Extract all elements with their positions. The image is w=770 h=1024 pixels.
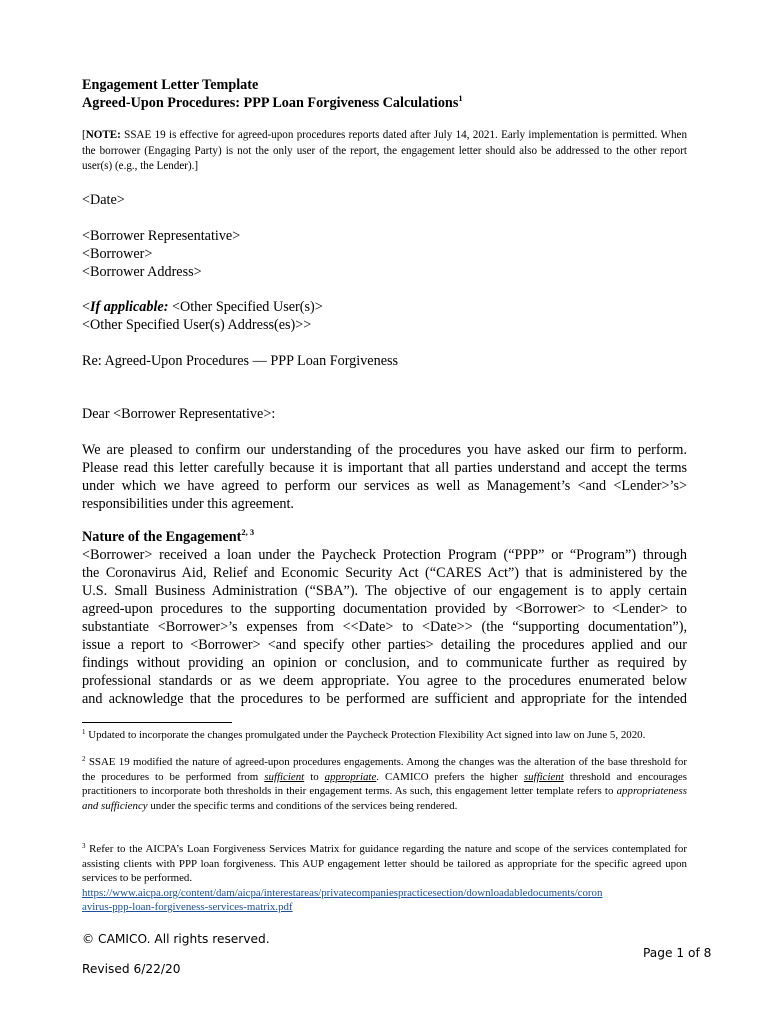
footnote-2-number: 2: [82, 755, 86, 763]
note-text: SSAE 19 is effective for agreed-upon procedures reports dated after July 14, 2021. Early implementation is permitted. When the borrower (Engaging Party) is not the only user of the report, the engagement letter should also be addressed to the other report user(s) (e.g., the Lender).]: [82, 129, 687, 173]
address-line: <Borrower Representative>: [82, 228, 241, 244]
link-line: https://www.aicpa.org/content/dam/aicpa/interestareas/privatecompaniespracticesection/downloadabledocuments/coron: [82, 886, 603, 899]
if-applicable-label: If applicable:: [90, 299, 169, 315]
revision-date: Revised 6/22/20: [82, 962, 181, 976]
footnote-ref-2-3[interactable]: 2, 3: [241, 527, 255, 537]
note-label: NOTE:: [85, 129, 121, 141]
title-line-2-text: Agreed-Upon Procedures: PPP Loan Forgiveness Calculations: [82, 95, 459, 111]
footnote-2-italic: appropriateness and sufficiency: [82, 785, 687, 812]
section-line: substantiate <Borrower>’s expenses from <<Date> to <Date>> (the “supporting documentation”),: [82, 619, 687, 635]
intro-paragraph: We are pleased to confirm our understanding of the procedures you have asked our firm to perform. Please read this letter carefully because it is important that all parties understand and accept the terms under which we have agreed to perform our services as well as Management’s <and <Lender>’s> responsibilities under this agreement.: [82, 442, 687, 512]
footnote-2-emphasis: appropriate: [324, 770, 377, 783]
section-line: U.S. Small Business Administration (“SBA”). The objective of our engagement is to apply certain: [82, 583, 687, 599]
document-title: [82, 76, 687, 112]
other-users-line-1: [82, 298, 687, 316]
section-line: issue a report to <Borrower> <and specify other parties> detailing the procedures applied and our: [82, 637, 687, 653]
section-line: the Coronavirus Aid, Relief and Economic Security Act (“CARES Act”) that is administered by the: [82, 565, 687, 581]
section-line: agreed-upon procedures to the supporting documentation provided by <Borrower> to <Lender> to: [82, 601, 687, 617]
footnote-2-text: under the specific terms and conditions of the services being rendered.: [147, 799, 458, 812]
note-bracket: [: [82, 129, 86, 141]
section-heading: [82, 528, 687, 546]
footnote-1-number: 1: [82, 728, 86, 736]
footnote-2: [82, 755, 687, 813]
footnote-ref-1[interactable]: 1: [458, 93, 463, 103]
re-line: Re: Agreed-Upon Procedures — PPP Loan Forgiveness: [82, 353, 399, 369]
title-line-1: Engagement Letter Template: [82, 77, 259, 93]
nature-section: [82, 528, 687, 708]
salutation: Dear <Borrower Representative>:: [82, 406, 276, 422]
footnote-2-text: to: [304, 770, 325, 783]
address-line: <Borrower Address>: [82, 264, 202, 280]
aicpa-matrix-link[interactable]: [82, 887, 602, 914]
address-block: [82, 227, 687, 281]
other-users-open: <: [82, 299, 91, 315]
copyright: © CAMICO. All rights reserved.: [82, 932, 270, 946]
address-line: <Borrower>: [82, 246, 153, 262]
note-block: [82, 128, 687, 175]
footnote-2-emphasis: sufficient: [523, 770, 564, 783]
page-number: Page 1 of 8: [643, 946, 712, 960]
footnote-separator: [82, 722, 232, 723]
section-line: professional standards or as we deem appropriate. You agree to the procedures enumerated below: [82, 673, 687, 689]
other-users-text: <Other Specified User(s)>: [168, 299, 323, 315]
footnote-2-emphasis: sufficient: [264, 770, 305, 783]
section-line: <Borrower> received a loan under the Paycheck Protection Program (“PPP” or “Program”) through: [82, 547, 687, 563]
date-placeholder: <Date>: [82, 192, 125, 208]
section-line: and acknowledge that the procedures to be performed are sufficient and appropriate for the intended: [82, 691, 687, 707]
footnote-2-text: . CAMICO prefers the higher: [376, 770, 524, 783]
link-line: avirus-ppp-loan-forgiveness-services-matrix.pdf: [82, 901, 293, 914]
footnote-3: [82, 842, 687, 915]
title-line-2: [82, 94, 687, 112]
other-users-block: [82, 298, 687, 334]
other-users-line-2: <Other Specified User(s) Address(es)>>: [82, 317, 312, 333]
footnote-2-text: threshold and encourages practitioners to incorporate both thresholds in their engagement terms. As such, this engagement letter template refers to: [82, 770, 688, 798]
footnote-2-text: SSAE 19 modified the nature of agreed-upon procedures engagements. Among the changes was the alteration of the base threshold for the procedures to be performed from: [82, 756, 687, 783]
footnote-3-number: 3: [82, 842, 86, 850]
footnote-3-text: Refer to the AICPA’s Loan Forgiveness Services Matrix for guidance regarding the nature and scope of the services contemplated for assisting clients with PPP loan forgiveness. This AUP engagement letter should be tailored as appropriate for the specific agreed upon services to be performed.: [82, 843, 687, 885]
section-heading-text: Nature of the Engagement: [82, 529, 242, 545]
footnote-1: [82, 728, 687, 743]
footnote-1-text: Updated to incorporate the changes promulgated under the Paycheck Protection Flexibility Act signed into law on June 5, 2020.: [85, 729, 646, 741]
section-line: findings without providing an opinion or conclusion, and to communicate further as required by: [82, 655, 687, 671]
